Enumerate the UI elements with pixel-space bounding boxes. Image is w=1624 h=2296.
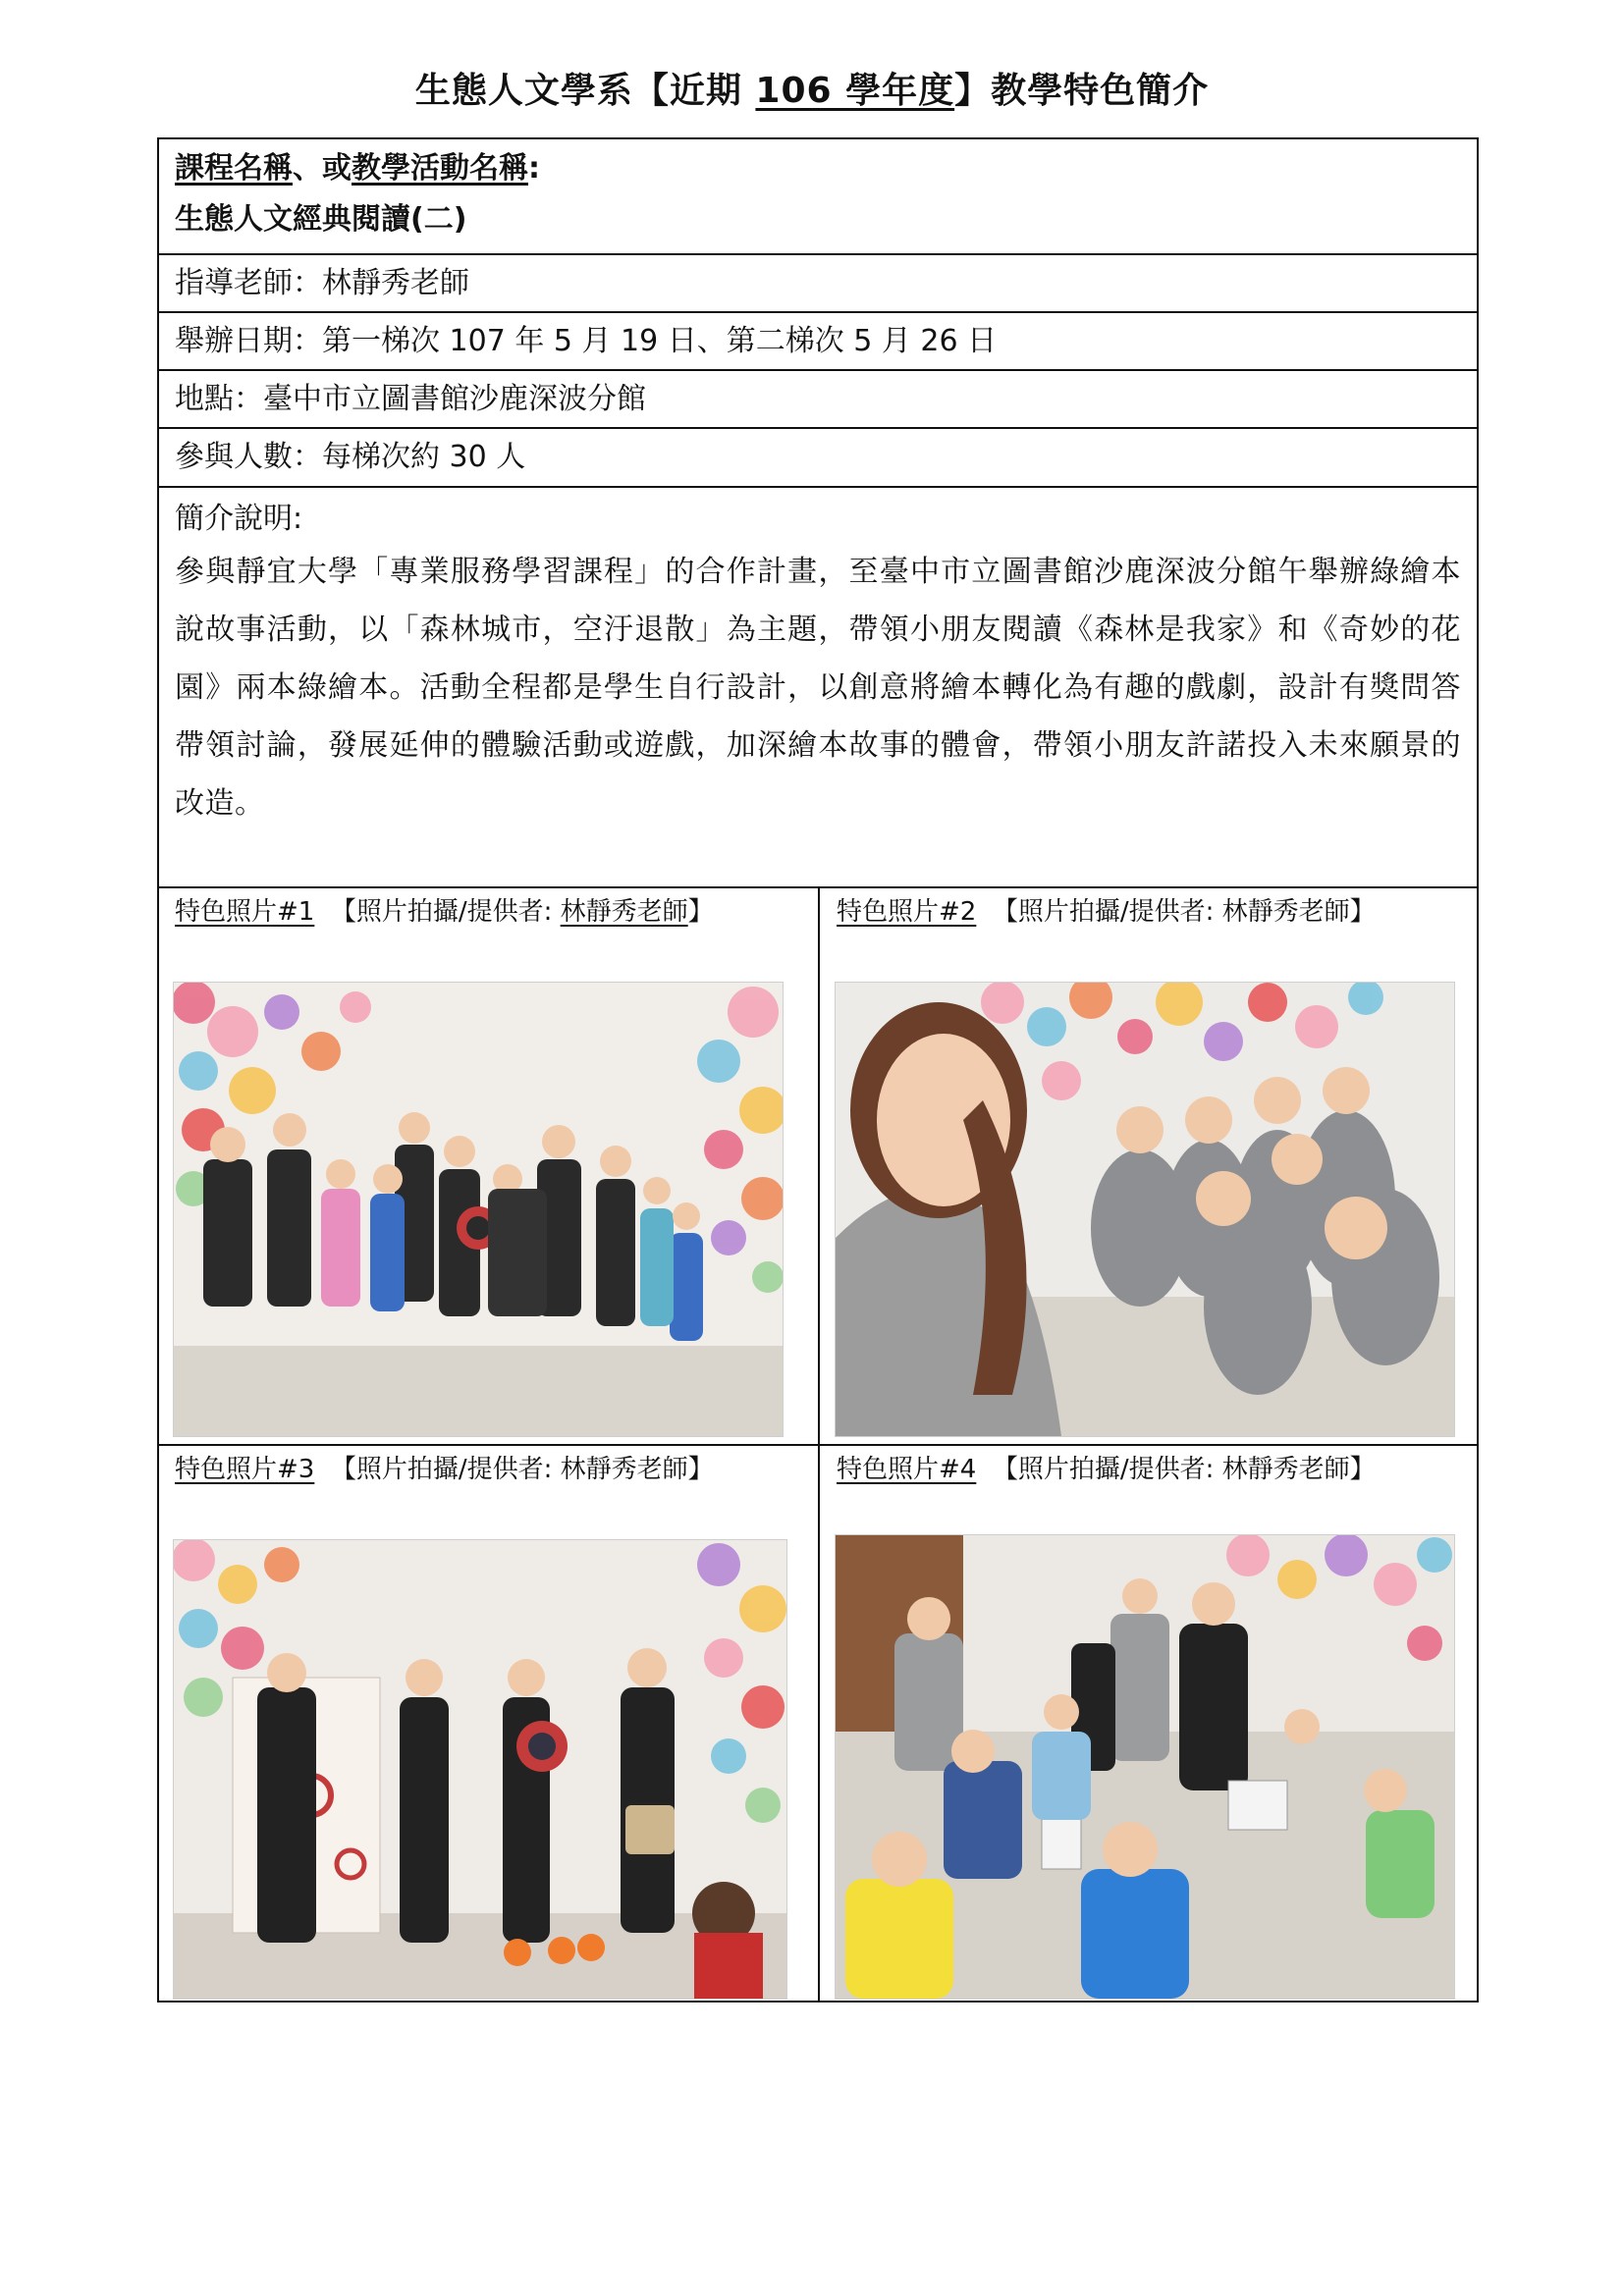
- intro-section: [159, 488, 1477, 888]
- activity-form: [157, 137, 1479, 2002]
- photo-4-label: 特色照片#4: [837, 1455, 977, 1484]
- photo-2-credit-suffix: 】: [1349, 897, 1376, 927]
- photo-3-credit-suffix: 】: [687, 1455, 714, 1484]
- intro-text: 參與靜宜大學「專業服務學習課程」的合作計畫，至臺中市立圖書館沙鹿深波分館午舉辦綠繪本說故事活動，以「森林城市，空汙退散」為主題，帶領小朋友閱讀《森林是我家》和《奇妙的花園》兩本綠繪本。活動全程都是學生自行設計，以創意將繪本轉化為有趣的戲劇，設計有獎問答帶領討論，發展延伸的體驗活動或遊戲，加深繪本故事的體會，帶領小朋友許諾投入未來願景的改造。: [175, 555, 1461, 821]
- photo-grid: [159, 888, 1477, 2002]
- location-row: 地點：臺中市立圖書館沙鹿深波分館: [159, 371, 1477, 429]
- photo-3-label: 特色照片#3: [175, 1455, 315, 1484]
- title-part-2: 】教學特色簡介: [954, 71, 1210, 111]
- course-row: [159, 139, 1477, 255]
- photo-2-credit-prefix: 【照片拍攝/提供者:: [992, 897, 1215, 927]
- course-label: [175, 143, 1477, 194]
- title-year: 106 學年度: [755, 71, 955, 111]
- photo-2-caption: [837, 892, 1376, 932]
- photo-3-credit-name: 林靜秀老師: [560, 1455, 688, 1484]
- page-title: [0, 63, 1624, 113]
- course-label-a: 課程名稱: [175, 151, 293, 186]
- photo-4-credit-name: 林靜秀老師: [1221, 1455, 1350, 1484]
- dates-row: 舉辦日期：第一梯次 107 年 5 月 19 日、第二梯次 5 月 26 日: [159, 313, 1477, 371]
- photo-4-credit-prefix: 【照片拍攝/提供者:: [992, 1455, 1215, 1484]
- photo-1-caption: [175, 892, 714, 932]
- photo-1-credit-suffix: 】: [687, 897, 714, 927]
- photo-2-credit-name: 林靜秀老師: [1221, 897, 1350, 927]
- grid-divider-horizontal: [159, 1444, 1477, 1446]
- photo-4-image: [835, 1534, 1455, 2000]
- photo-1-credit-name: 林靜秀老師: [560, 897, 688, 927]
- course-name: 生態人文經典閱讀(二): [175, 202, 467, 237]
- participants-row: 參與人數：每梯次約 30 人: [159, 429, 1477, 488]
- photo-4-credit-suffix: 】: [1349, 1455, 1376, 1484]
- photo-2-label: 特色照片#2: [837, 897, 977, 927]
- photo-2-image: [835, 982, 1455, 1437]
- photo-1-image: [173, 982, 784, 1437]
- course-label-b: 教學活動名稱: [352, 151, 528, 186]
- photo-3-caption: [175, 1450, 714, 1489]
- title-part-1: 生態人文學系【近期: [414, 71, 756, 111]
- teacher-row: 指導老師：林靜秀老師: [159, 255, 1477, 313]
- course-label-colon: :: [528, 151, 540, 186]
- intro-label: 簡介說明:: [175, 502, 303, 536]
- course-label-sep: 、或: [293, 151, 352, 186]
- photo-4-caption: [837, 1450, 1376, 1489]
- photo-1-credit-prefix: 【照片拍攝/提供者:: [330, 897, 553, 927]
- photo-1-label: 特色照片#1: [175, 897, 315, 927]
- photo-3-image: [173, 1539, 787, 2000]
- photo-3-credit-prefix: 【照片拍攝/提供者:: [330, 1455, 553, 1484]
